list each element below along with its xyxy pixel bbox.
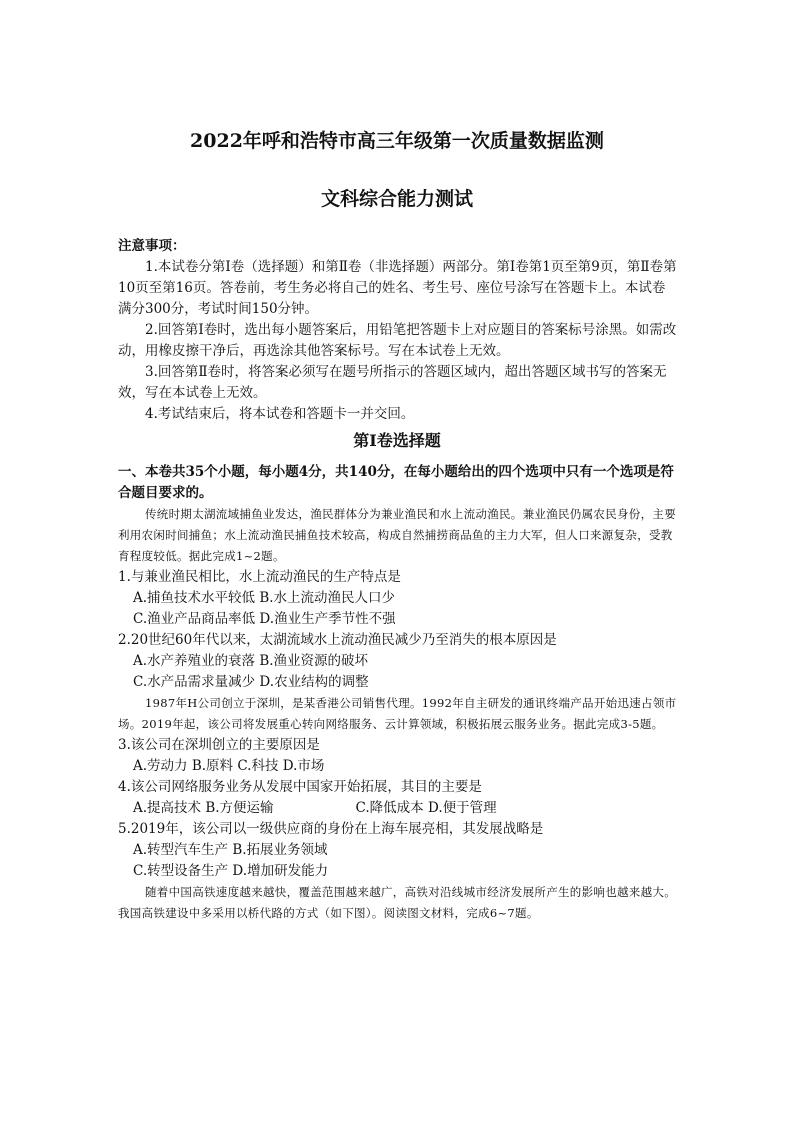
notice-item-2: 2.回答第Ⅰ卷时，选出每小题答案后，用铅笔把答题卡上对应题目的答案标号涂黑。如需改动，用橡皮擦干净后，再选涂其他答案标号。写在本试卷上无效。 bbox=[118, 322, 677, 359]
passage-2: 1987年H公司创立于深圳，是某香港公司销售代理。1992年自主研发的通讯终端产品开始迅速占领市场。2019年起，该公司将发展重心转向网络服务、云计算领域，积极拓展云服务业务。据此完成3-5题。 bbox=[118, 696, 677, 731]
section-intro: 一、本卷共35个小题，每小题4分，共140分，在每小题给出的四个选项中只有一个选项是符合题目要求的。 bbox=[118, 464, 674, 501]
notice-item-3: 3.回答第Ⅱ卷时，将答案必须写在题号所指示的答题区域内，超出答题区域书写的答案无效，写在本试卷上无效。 bbox=[118, 364, 667, 401]
notice-block bbox=[118, 236, 678, 425]
q1-options-cd: C.渔业产品商品率低 D.渔业生产季节性不强 bbox=[133, 611, 396, 627]
q3-options: A.劳动力 B.原料 C.科技 D.市场 bbox=[133, 758, 325, 774]
q2-stem: 2.20世纪60年代以来，太湖流域水上流动渔民减少乃至消失的根本原因是 bbox=[118, 632, 557, 648]
notice-heading: 注意事项： bbox=[118, 238, 186, 254]
notice-item-1: 1.本试卷分第Ⅰ卷（选择题）和第Ⅱ卷（非选择题）两部分。第Ⅰ卷第1页至第9页，第Ⅱ卷第10页至第16页。答卷前，考生务必将自己的姓名、考生号、座位号涂写在答题卡上。本试卷满分300分，考试时间150分钟。 bbox=[118, 259, 677, 317]
questions-block bbox=[118, 462, 678, 924]
notice-item-4: 4.考试结束后，将本试卷和答题卡一并交回。 bbox=[145, 406, 415, 422]
exam-subtitle: 文科综合能力测试 bbox=[320, 188, 473, 210]
q1-stem: 1.与兼业渔民相比，水上流动渔民的生产特点是 bbox=[118, 569, 401, 585]
q3-stem: 3.该公司在深圳创立的主要原因是 bbox=[118, 737, 320, 753]
passage-3: 随着中国高铁速度越来越快，覆盖范围越来越广，高铁对沿线城市经济发展所产生的影响也越来越大。我国高铁建设中多采用以桥代路的方式（如下图）。阅读图文材料，完成6~7题。 bbox=[118, 885, 676, 920]
section-title: 第Ⅰ卷选择题 bbox=[353, 431, 441, 450]
q4-options bbox=[118, 798, 678, 819]
q2-options-cd: C.水产品需求量减少 D.农业结构的调整 bbox=[133, 674, 369, 690]
q1-options-ab: A.捕鱼技术水平较低 B.水上流动渔民人口少 bbox=[133, 590, 396, 606]
q4-stem: 4.该公司网络服务业务从发展中国家开始拓展，其目的主要是 bbox=[118, 779, 482, 795]
passage-1: 传统时期太湖流域捕鱼业发达，渔民群体分为兼业渔民和水上流动渔民。兼业渔民仍属农民身份，主要利用农闲时间捕鱼；水上流动渔民捕鱼技术较高，构成自然捕捞商品鱼的主力大军，但人口来源复杂，受教育程度较低。据此完成1~2题。 bbox=[118, 507, 676, 563]
q4-options-cd: C.降低成本 D.便于管理 bbox=[355, 800, 497, 816]
q5-options-cd: C.转型设备生产 D.增加研发能力 bbox=[133, 863, 329, 879]
q2-options-ab: A.水产养殖业的衰落 B.渔业资源的破坏 bbox=[133, 653, 369, 669]
exam-title: 2022年呼和浩特市高三年级第一次质量数据监测 bbox=[190, 130, 604, 152]
q5-options-ab: A.转型汽车生产 B.拓展业务领域 bbox=[133, 842, 328, 858]
q5-stem: 5.2019年，该公司以一级供应商的身份在上海车展亮相，其发展战略是 bbox=[118, 821, 544, 837]
q4-options-ab: A.提高技术 B.方便运输 bbox=[133, 800, 274, 816]
